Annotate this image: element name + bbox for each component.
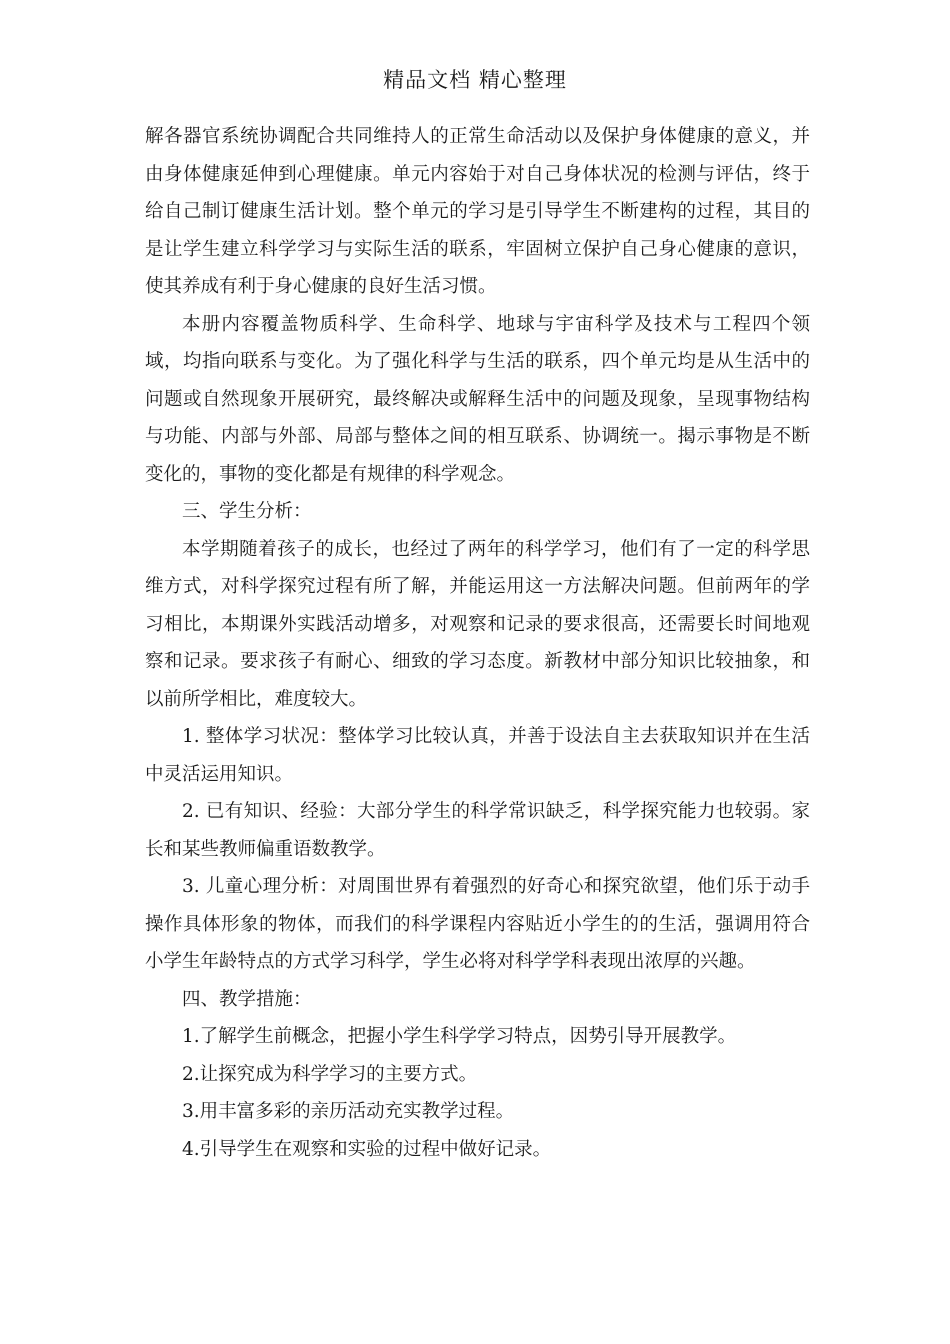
list-item-measure-4: 4.引导学生在观察和实验的过程中做好记录。 bbox=[182, 1138, 552, 1160]
paragraph-student-analysis: 本学期随着孩子的成长，也经过了两年的科学学习，他们有了一定的科学思维方式，对科学探究过程有所了解，并能运用这一方法解决问题。但前两年的学习相比，本期课外实践活动增多，对观察和记录的要求很高，还需要长时间地观察和记录。要求孩子有耐心、细致的学习态度。新教材中部分知识比较抽象，和以前所学相比，难度较大。 bbox=[145, 538, 810, 710]
list-item-learning-status: 1. 整体学习状况：整体学习比较认真，并善于设法自主去获取知识并在生活中灵活运用知识。 bbox=[145, 726, 810, 785]
document-body bbox=[145, 118, 810, 1168]
paragraph-book-content: 本册内容覆盖物质科学、生命科学、地球与宇宙科学及技术与工程四个领域，均指向联系与变化。为了强化科学与生活的联系，四个单元均是从生活中的问题或自然现象开展研究，最终解决或解释生活中的问题及现象，呈现事物结构与功能、内部与外部、局部与整体之间的相互联系、协调统一。揭示事物是不断变化的，事物的变化都是有规律的科学观念。 bbox=[145, 313, 810, 485]
list-item-measure-1: 1.了解学生前概念，把握小学生科学学习特点，因势引导开展教学。 bbox=[182, 1026, 737, 1047]
list-item-measure-3: 3.用丰富多彩的亲历活动充实教学过程。 bbox=[182, 1101, 515, 1122]
list-item-child-psychology: 3. 儿童心理分析：对周围世界有着强烈的好奇心和探究欲望，他们乐于动手操作具体形象的物体，而我们的科学课程内容贴近小学生的的生活，强调用符合小学生年龄特点的方式学习科学，学生必将对科学学科表现出浓厚的兴趣。 bbox=[145, 876, 810, 972]
paragraph-unit-overview: 解各器官系统协调配合共同维持人的正常生命活动以及保护身体健康的意义，并由身体健康延伸到心理健康。单元内容始于对自己身体状况的检测与评估，终于给自己制订健康生活计划。整个单元的学习是引导学生不断建构的过程，其目的是让学生建立科学学习与实际生活的联系，牢固树立保护自己身心健康的意识，使其养成有利于身心健康的良好生活习惯。 bbox=[145, 126, 810, 297]
list-item-measure-2: 2.让探究成为科学学习的主要方式。 bbox=[182, 1063, 478, 1085]
page-header: 精品文档 精心整理 bbox=[383, 68, 567, 92]
list-item-existing-knowledge: 2. 已有知识、经验：大部分学生的科学常识缺乏，科学探究能力也较弱。家长和某些教师偏重语数教学。 bbox=[145, 801, 810, 860]
section-heading-student-analysis: 三、学生分析： bbox=[182, 501, 312, 522]
section-heading-teaching-measures: 四、教学措施： bbox=[182, 988, 312, 1010]
